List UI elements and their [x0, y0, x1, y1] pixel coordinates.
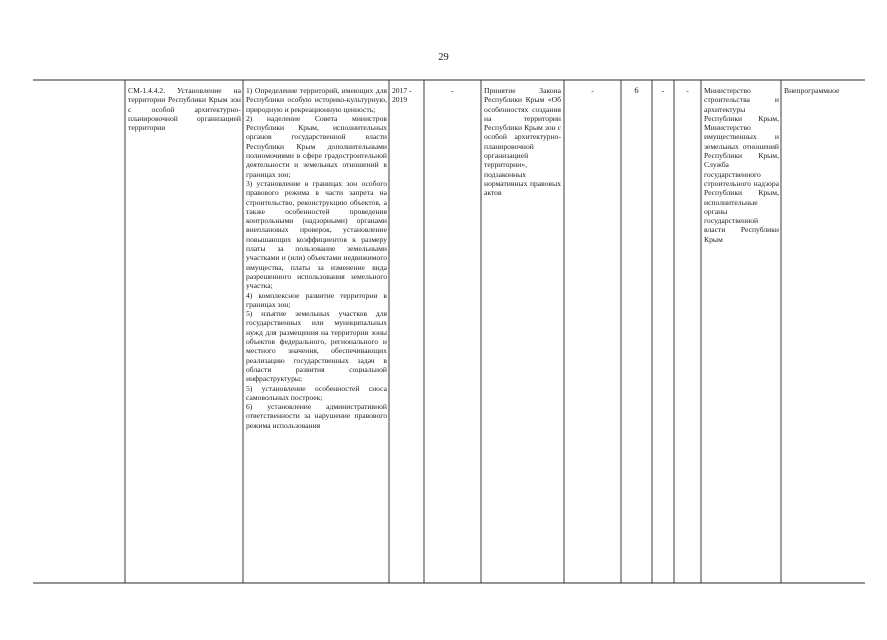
measure-item: 5) установление особенностей сноса самовольных построек;: [246, 383, 387, 402]
measure-item: 2) наделение Совета министров Республики Крым, исполнительных органов государственной власти Республики Крым дополнительными полномочиями в сфере градостроительной деятельности и земельных отношений в границах зон;: [246, 113, 387, 179]
code-title-cell: СМ-1.4.4.2. Установление на территории Республики Крым зон с особой архитектурно-планировочной организацией территории: [128, 86, 241, 133]
col9-cell: -: [686, 86, 689, 95]
funding-cell: Внепрограммное: [784, 86, 840, 95]
responsible-cell: Министерство строительства и архитектуры Республики Крым, Министерство имущественных и земельных отношений Республики Крым, Служба государственного строительного надзора Республики Крым, исполнительные органы государственной власти Республики Крым: [704, 86, 779, 244]
measure-item: 1) Определение территорий, имеющих для Республики особую историко-культурную, природную и рекреационную ценность;: [246, 86, 387, 114]
col7-cell: 6: [634, 86, 639, 95]
col8-cell: -: [661, 86, 665, 95]
measure-item: 6) установление административной ответственности за нарушение правового режима использования: [246, 402, 387, 430]
period-cell: 2017 - 2019: [392, 86, 412, 105]
col4-cell: -: [451, 86, 454, 95]
page-number: 29: [438, 52, 449, 63]
act-cell: Принятие Закона Республики Крым «Об особенностях создания на территории Республики Крым зон с особой архитектурно-планировочной организацией территории», подзаконных нормативных правовых актов: [484, 86, 561, 198]
measure-item: 4) комплексное развитие территории в границах зон;: [246, 290, 387, 309]
measures-cell: [246, 86, 387, 581]
measure-item: 5) изъятие земельных участков для государственных или муниципальных нужд для размещения на территории зоны объектов федерального, регионального и местного значения, обеспечивающих реализацию государственных задач в области развития социальной инфраструктуры;: [246, 309, 387, 384]
measure-item: 3) установление в границах зон особого правового режима в части запрета на строительство, реконструкцию объектов, а также особенностей проведения контрольными (надзорными) органами внеплановых проверок, установление повышающих коэффициентов к размеру платы за пользование земельными участками и (или) объектами недвижимого имущества, платы за изменение вида разрешенного использования земельного участка;: [246, 178, 387, 291]
col6-cell: -: [591, 86, 594, 95]
